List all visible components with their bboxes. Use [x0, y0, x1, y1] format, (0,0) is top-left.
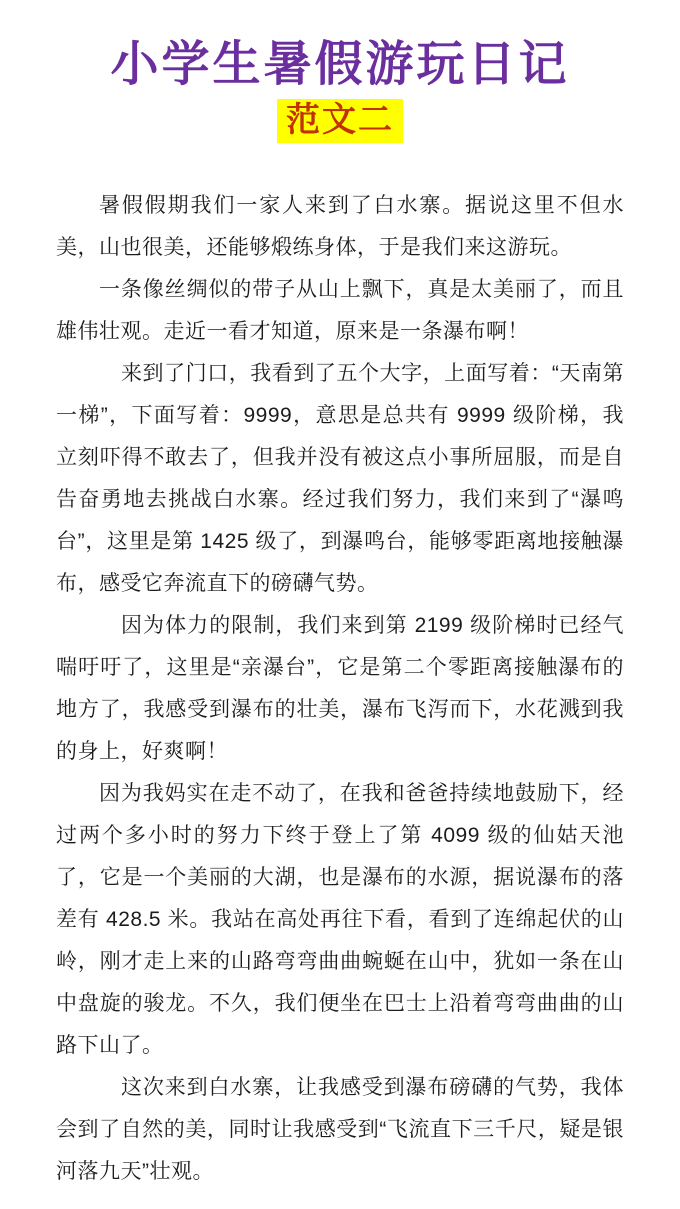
paragraph: 暑假假期我们一家人来到了白水寨。据说这里不但水美，山也很美，还能够煅练身体，于是我们来这游玩。 — [56, 194, 624, 259]
paragraph: 一条像丝绸似的带子从山上飘下，真是太美丽了，而且雄伟壮观。走近一看才知道，原来是一条瀑布啊！ — [56, 278, 624, 343]
paragraph: 这次来到白水寨，让我感受到瀑布磅礴的气势，我体会到了自然的美，同时让我感受到“飞流直下三千尺，疑是银河落九天”壮观。 — [56, 1076, 624, 1183]
paragraph: 来到了门口，我看到了五个大字，上面写着：“天南第一梯”，下面写着：9999，意思是总共有 9999 级阶梯，我立刻吓得不敢去了，但我并没有被这点小事所屈服，而是自告奋勇地去挑战白水寨。经过我们努力，我们来到了“瀑鸣台”，这里是第 1425 级了，到瀑鸣台，能够零距离地接触瀑布，感受它奔流直下的磅礴气势。 — [56, 362, 624, 595]
essay-subtitle: 范文二 — [277, 99, 403, 143]
essay-body — [56, 185, 624, 1193]
essay-title: 小学生暑假游玩日记 — [110, 38, 570, 91]
paragraph: 因为体力的限制，我们来到第 2199 级阶梯时已经气喘吁吁了，这里是“亲瀑台”，它是第二个零距离接触瀑布的地方了，我感受到瀑布的壮美，瀑布飞泻而下，水花溅到我的身上，好爽啊！ — [56, 614, 624, 763]
subtitle-row — [0, 99, 680, 145]
paragraph: 因为我妈实在走不动了，在我和爸爸持续地鼓励下，经过两个多小时的努力下终于登上了第 4099 级的仙姑天池了，它是一个美丽的大湖，也是瀑布的水源，据说瀑布的落差有 428.5 米。我站在高处再往下看，看到了连绵起伏的山岭，刚才走上来的山路弯弯曲曲蜿蜒在山中，犹如一条在山中盘旋的骏龙。不久，我们便坐在巴士上沿着弯弯曲曲的山路下山了。 — [56, 782, 624, 1057]
